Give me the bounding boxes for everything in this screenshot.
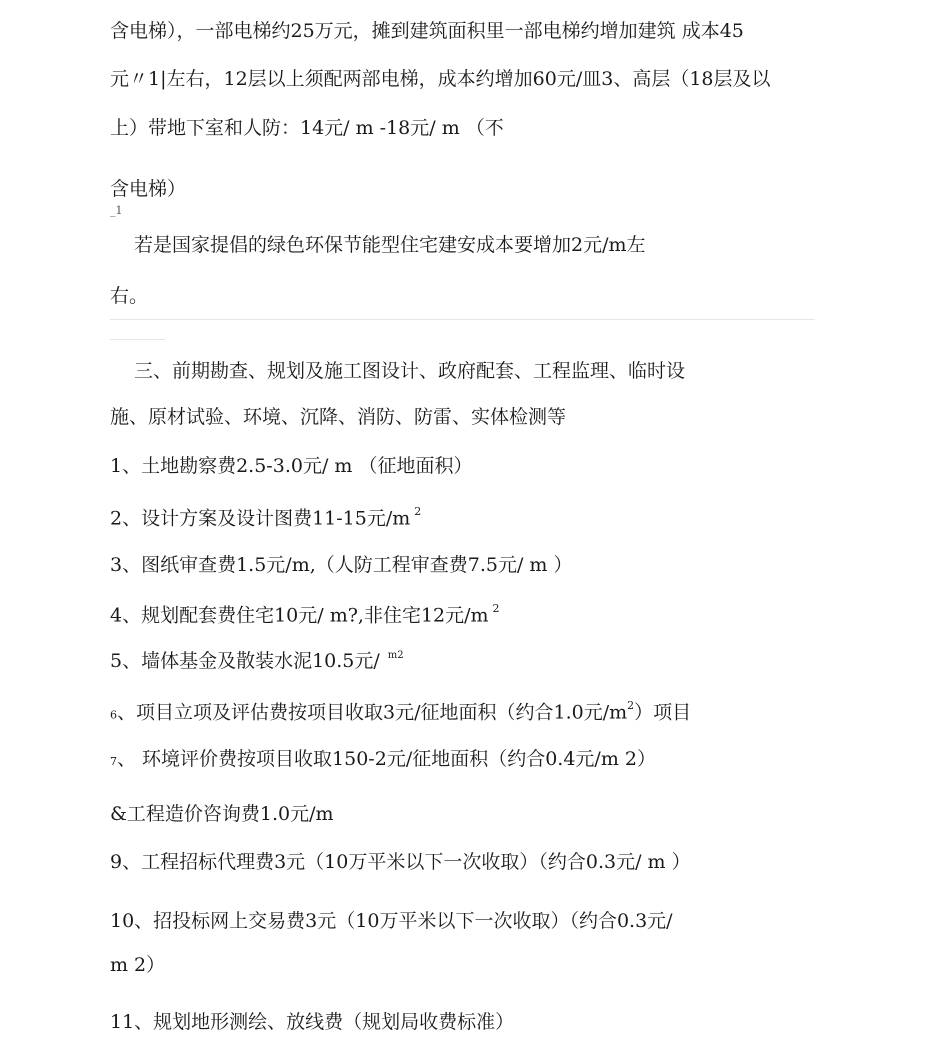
- text-line: 若是国家提倡的绿色环保节能型住宅建安成本要增加2元/m左: [134, 234, 646, 256]
- list-item: 1、土地勘察费2.5-3.0元/ m （征地面积）: [110, 455, 473, 477]
- margin-mark: _1: [110, 204, 123, 217]
- divider: [110, 339, 165, 340]
- list-item: [110, 649, 404, 672]
- item-number: 7: [110, 755, 117, 768]
- section-heading: 三、前期勘查、规划及施工图设计、政府配套、工程监理、临时设: [134, 360, 686, 382]
- superscript: m2: [387, 649, 404, 661]
- section-heading: 施、原材试验、环境、沉降、消防、防雷、实体检测等: [110, 406, 567, 428]
- list-item: &工程造价咨询费1.0元/m: [110, 803, 334, 825]
- list-item: 10、招投标网上交易费3元（10万平米以下一次收取）（约合0.3元/: [110, 910, 673, 932]
- list-item: [110, 602, 500, 627]
- text-line: 含电梯）: [110, 178, 187, 200]
- list-item: [110, 505, 422, 530]
- list-item: [110, 699, 692, 724]
- item-text: 4、规划配套费住宅10元/ m?,非住宅12元/m: [110, 604, 489, 627]
- text-line: 元〃1|左右，12层以上须配两部电梯，成本约增加60元/皿3、高层（18层及以: [110, 68, 771, 90]
- superscript: 2: [414, 505, 422, 518]
- list-item: 9、工程招标代理费3元（10万平米以下一次收取）（约合0.3元/ m ）: [110, 851, 691, 873]
- item-number: 6: [110, 708, 117, 722]
- divider: [110, 319, 815, 320]
- item-text: 、 环境评价费按项目收取150-2元/征地面积（约合0.4元/m 2）: [117, 748, 656, 770]
- list-item: 3、图纸审查费1.5元/m,（人防工程审查费7.5元/ m ）: [110, 554, 573, 576]
- text-line: 上）带地下室和人防：14元/ m -18元/ m （不: [110, 117, 504, 139]
- list-item: 11、规划地形测绘、放线费（规划局收费标准）: [110, 1011, 515, 1033]
- item-text: 2、设计方案及设计图费11-15元/m: [110, 507, 411, 530]
- text-line: 右。: [110, 285, 149, 307]
- text-line: 含电梯），一部电梯约25万元，摊到建筑面积里一部电梯约增加建筑 成本45: [110, 20, 744, 42]
- list-item-continuation: m 2）: [110, 954, 166, 976]
- item-text: ）项目: [634, 701, 692, 724]
- superscript: 2: [627, 699, 635, 712]
- list-item: [110, 750, 656, 769]
- superscript: 2: [492, 602, 500, 615]
- item-text: 、项目立项及评估费按项目收取3元/征地面积（约合1.0元/m: [117, 701, 628, 724]
- item-text: 5、墙体基金及散装水泥10.5元/: [110, 650, 380, 672]
